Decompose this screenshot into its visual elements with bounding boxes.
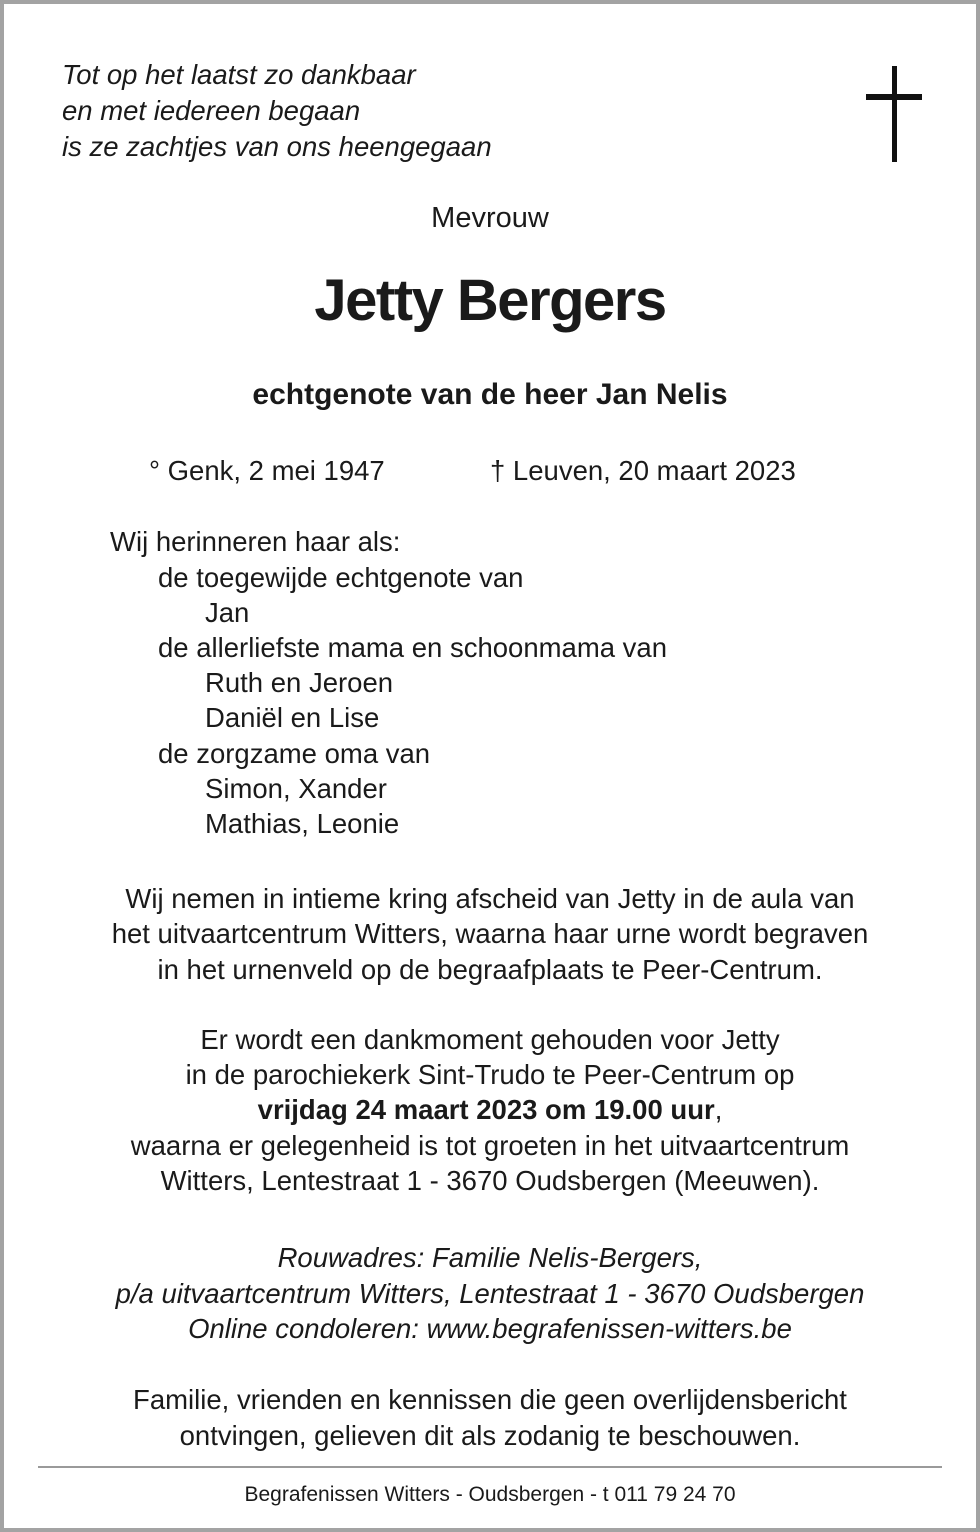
memory-role: de zorgzame oma van [158,738,431,769]
memory-name: Daniël en Lise [205,702,380,733]
address-line: Rouwadres: Familie Nelis-Bergers, [277,1242,703,1273]
spouse-line: echtgenote van de heer Jan Nelis [252,378,728,411]
notice-line: Familie, vrienden en kennissen die geen overlijdensbericht [133,1384,847,1415]
ceremony-line: in de parochiekerk Sint-Trudo te Peer-Centrum op [185,1059,795,1090]
poem-line: en met iedereen begaan [62,95,361,126]
memory-intro: Wij herinneren haar als: [110,526,401,557]
memory-name: Simon, Xander [205,773,387,804]
notice-line: ontvingen, gelieven dit als zodanig te beschouwen. [179,1420,801,1451]
address-line: p/a uitvaartcentrum Witters, Lentestraat 1 - 3670 Oudsbergen [115,1278,865,1309]
farewell-line: in het urnenveld op de begraafplaats te Peer-Centrum. [157,954,823,985]
memory-role: de toegewijde echtgenote van [158,562,524,593]
farewell-line: het uitvaartcentrum Witters, waarna haar urne wordt begraven [111,918,869,949]
birth-info: ° Genk, 2 mei 1947 [149,455,385,486]
ceremony-line: waarna er gelegenheid is tot groeten in het uitvaartcentrum [130,1130,850,1161]
ceremony-date-bold: vrijdag 24 maart 2023 om 19.00 uur [257,1094,715,1125]
condolence-link[interactable]: Online condoleren: www.begrafenissen-witters.be [188,1313,792,1344]
death-info: † Leuven, 20 maart 2023 [490,455,796,486]
title: Mevrouw [431,202,549,234]
ceremony-date-suffix: , [714,1094,723,1125]
poem-line: Tot op het laatst zo dankbaar [62,59,416,90]
poem-line: is ze zachtjes van ons heengegaan [62,131,492,162]
ceremony-line: Witters, Lentestraat 1 - 3670 Oudsbergen (Meeuwen). [160,1165,820,1196]
ceremony-date [4,1092,976,1128]
memory-role: de allerliefste mama en schoonmama van [158,632,668,663]
memory-name: Mathias, Leonie [205,808,400,839]
deceased-name: Jetty Bergers [314,268,666,333]
ceremony-line: Er wordt een dankmoment gehouden voor Jetty [200,1024,780,1055]
farewell-line: Wij nemen in intieme kring afscheid van Jetty in de aula van [125,883,855,914]
divider [38,1466,942,1468]
footer-funeral-home: Begrafenissen Witters - Oudsbergen - t 011 79 24 70 [244,1483,736,1506]
memory-name: Ruth en Jeroen [205,667,394,698]
memory-name: Jan [205,597,250,628]
